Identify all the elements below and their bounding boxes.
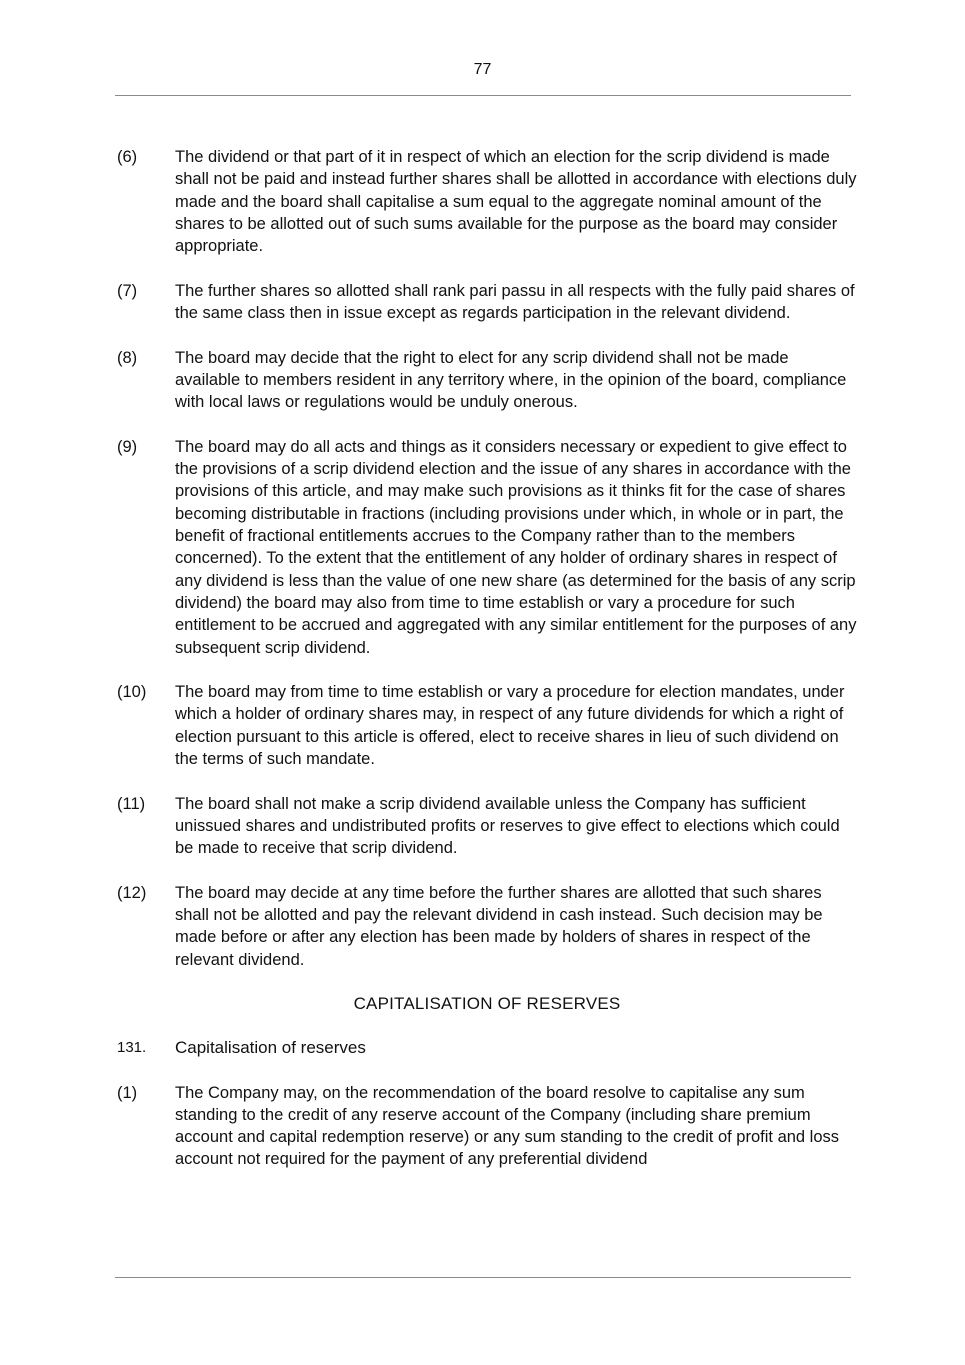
document-body <box>117 146 857 1193</box>
paragraph-number: (7) <box>117 281 138 300</box>
paragraph-number: (9) <box>117 437 138 456</box>
article-heading <box>117 1037 857 1059</box>
paragraph-text: The board may do all acts and things as it considers necessary or expedient to give effect to the provisions of a scrip dividend election and the issue of any shares in accordance with the provisions of this article, and may make such provisions as it thinks fit for the case of shares becoming distributable in fractions (including provisions under which, in whole or in part, the benefit of fractional entitlements accrues to the Company rather than to the members concerned). To the extent that the entitlement of any holder of ordinary shares in respect of any dividend is less than the value of one new share (as determined for the basis of any scrip dividend) the board may also from time to time establish or vary a procedure for such entitlement to be accrued and aggregated with any similar entitlement for the purposes of any subsequent scrip dividend. <box>175 437 857 657</box>
paragraph-number: (10) <box>117 683 147 702</box>
paragraph-1 <box>117 1082 857 1171</box>
article-number: 131. <box>117 1039 147 1057</box>
paragraph-10 <box>117 681 857 770</box>
paragraph-11 <box>117 793 857 860</box>
paragraph-text: The dividend or that part of it in respect of which an election for the scrip dividend is made shall not be paid and instead further shares shall be allotted in accordance with elections duly made and the board shall capitalise a sum equal to the aggregate nominal amount of the shares to be allotted out of such sums available for the purpose as the board may consider appropriate. <box>175 148 857 256</box>
paragraph-12 <box>117 882 857 971</box>
page-number: 77 <box>473 61 492 78</box>
header-divider <box>115 95 851 96</box>
paragraph-text: The board shall not make a scrip dividend available unless the Company has sufficient unissued shares and undistributed profits or reserves to give effect to elections which could be made to receive that scrip dividend. <box>175 794 840 858</box>
footer-divider <box>115 1277 851 1278</box>
article-title: Capitalisation of reserves <box>175 1038 366 1058</box>
paragraph-6 <box>117 146 857 257</box>
section-heading: CAPITALISATION OF RESERVES <box>353 994 621 1014</box>
paragraph-number: (8) <box>117 348 138 367</box>
paragraph-9 <box>117 436 857 659</box>
paragraph-number: (11) <box>117 794 146 813</box>
paragraph-text: The further shares so allotted shall rank pari passu in all respects with the fully paid shares of the same class then in issue except as regards participation in the relevant dividend. <box>175 281 855 323</box>
paragraph-text: The board may decide at any time before the further shares are allotted that such shares shall not be allotted and pay the relevant dividend in cash instead. Such decision may be made before or after any election has been made by holders of shares in respect of the relevant dividend. <box>175 883 823 969</box>
paragraph-number: (12) <box>117 883 147 902</box>
paragraph-number: (6) <box>117 148 138 166</box>
paragraph-text: The board may from time to time establish or vary a procedure for election mandates, under which a holder of ordinary shares may, in respect of any future dividends for which a right of election pursuant to this article is offered, elect to receive shares in lieu of such dividend on the terms of such mandate. <box>175 683 845 769</box>
paragraph-text: The board may decide that the right to elect for any scrip dividend shall not be made available to members resident in any territory where, in the opinion of the board, compliance with local laws or regulations would be unduly onerous. <box>175 348 847 412</box>
paragraph-number: (1) <box>117 1083 138 1102</box>
paragraph-8 <box>117 347 857 414</box>
paragraph-text: The Company may, on the recommendation of the board resolve to capitalise any sum standing to the credit of any reserve account of the Company (including share premium account and capital redemption reserve) or any sum standing to the credit of profit and loss account not required for the payment of any preferential dividend <box>175 1083 840 1169</box>
paragraph-7 <box>117 280 857 325</box>
